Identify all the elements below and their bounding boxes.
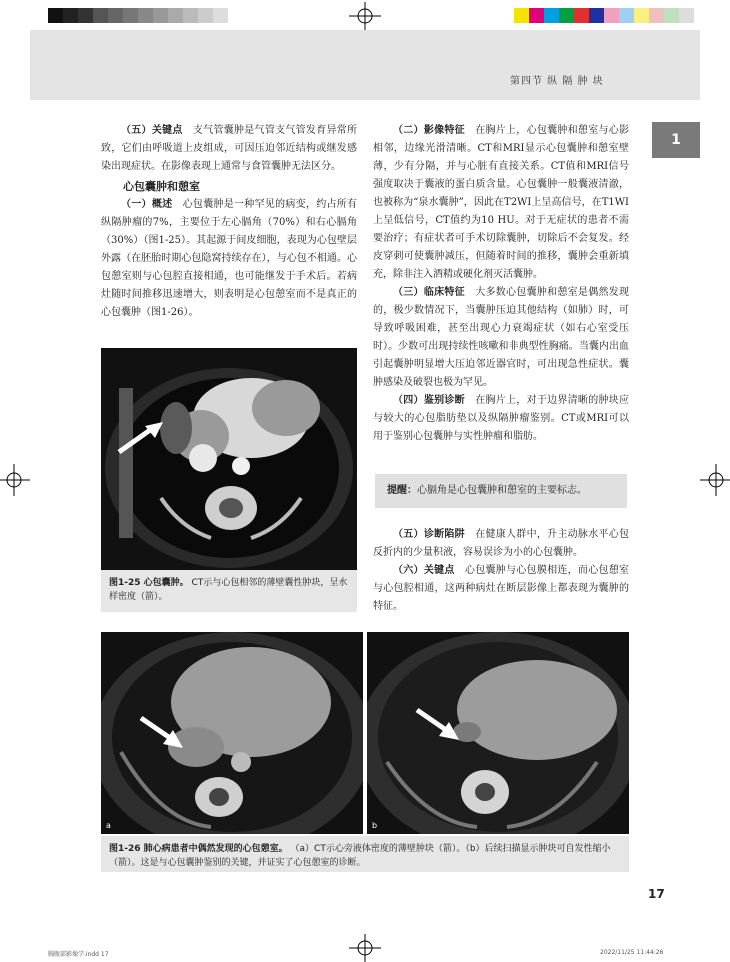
arrow-icon xyxy=(115,420,165,456)
panel-label-a: a xyxy=(106,821,111,830)
subheading-pericardial-cyst: 心包囊肿和憩室 xyxy=(123,180,200,193)
figure-1-25-caption: 图1-25 心包囊肿。 CT示与心包相邻的薄壁囊性肿块，呈水样密度（箭）。 xyxy=(101,570,357,612)
right-paragraph-clinical: （三）临床特征 大多数心包囊肿和憩室是偶然发现的，极少数情况下，当囊肿压迫其他结构（如肺）时，可导致呼吸困难，甚至出现心力衰竭症状（如右心室受压时）。少数可出现持续性咳嗽和非典型性胸痛。当囊内出血引起囊肿明显增大压迫邻近器官时，可出现急性症状。囊肿感染及破裂也极为罕见。 xyxy=(373,287,630,388)
right-column-upper xyxy=(373,122,629,446)
footer-file-name: 胸腹部影像学.indd 17 xyxy=(48,951,109,958)
footer-timestamp: 2022/11/25 11:44:26 xyxy=(600,949,664,956)
figure-1-26a-ct-image xyxy=(101,632,363,834)
tip-label: 提醒： xyxy=(387,485,417,496)
figure-1-25-ct-image xyxy=(101,348,357,570)
figure-1-26b-ct-image xyxy=(367,632,629,834)
left-column xyxy=(101,122,357,322)
right-paragraph-imaging: （二）影像特征 在胸片上，心包囊肿和憩室与心影相邻，边缘光滑清晰。CT和MRI显示心包囊肿和憩室壁薄，少有分隔，并与心脏有直接关系。CT值和MRI信号强度取决于囊液的蛋白质含量。心包囊肿一般囊液清澈，也被称为“泉水囊肿”，因此在T2WI上呈高信号，在T1WI上呈低信号，CT值约为10 HU。对于无症状的患者不需要治疗；有症状者可手术切除囊肿，切除后不会复发。经皮穿刺可使囊肿减压，但随着时间的推移，囊肿会重新填充，除非注入酒精或硬化剂灭活囊肿。 xyxy=(373,125,630,280)
page-number: 17 xyxy=(648,887,665,901)
right-column-lower xyxy=(373,526,629,616)
crosshair-mark-right xyxy=(700,460,730,500)
panel-label-b: b xyxy=(372,821,378,830)
right-paragraph-pitfall: （五）诊断陷阱 在健康人群中，升主动脉水平心包反折内的少量积液，容易误诊为小的心包囊肿。 xyxy=(373,529,630,558)
crosshair-mark-top xyxy=(345,2,385,30)
figure-1-26-caption: 图1-26 肺心病患者中偶然发现的心包憩室。 （a）CT示心旁液体密度的薄壁肿块（箭）。（b）后续扫描显示肿块可自发性缩小（箭）。这是与心包囊肿鉴别的关键，并证实了心包憩室的诊断。 xyxy=(101,836,629,872)
left-paragraph-key-points: （五）关键点 支气管囊肿是气管支气管发育异常所致，它们由呼吸道上皮组成，可因压迫邻近结构或继发感染出现症状。在影像表现上通常与食管囊肿无法区分。 xyxy=(101,125,358,172)
left-paragraph-overview: （一）概述 心包囊肿是一种罕见的病变，约占所有纵隔肿瘤的7%，主要位于左心膈角（70%）和右心膈角（30%）（图1-25）。其起源于间皮细胞，表现为心包壁层外露（在胚胎时期心包隐窝持续存在），与心包不相通。心包憩室则与心包腔直接相通，也可能继发于手术后。若病灶随时间推移迅速增大，则表明是心包憩室而不是真正的心包囊肿（图1-26）。 xyxy=(101,199,358,318)
running-header-section-title: 第四节 纵 隔 肿 块 xyxy=(510,76,604,87)
right-paragraph-differential: （四）鉴别诊断 在胸片上，对于边界清晰的肿块应与较大的心包脂肪垫以及纵隔肿瘤鉴别。CT或MRI可以用于鉴别心包囊肿与实性肿瘤和脂肪。 xyxy=(373,395,630,442)
right-paragraph-key-points: （六）关键点 心包囊肿与心包膜相连，而心包憩室与心包腔相通，这两种病灶在断层影像上都表现为囊肿的特征。 xyxy=(373,565,630,612)
tip-box xyxy=(375,474,627,508)
arrow-icon xyxy=(413,706,463,742)
header-band xyxy=(30,30,700,100)
tip-text: 心膈角是心包囊肿和憩室的主要标志。 xyxy=(417,485,587,496)
crosshair-mark-left xyxy=(0,460,30,500)
crosshair-mark-bottom xyxy=(345,934,385,962)
chapter-tab: 1 xyxy=(652,122,700,158)
arrow-icon xyxy=(137,714,187,750)
